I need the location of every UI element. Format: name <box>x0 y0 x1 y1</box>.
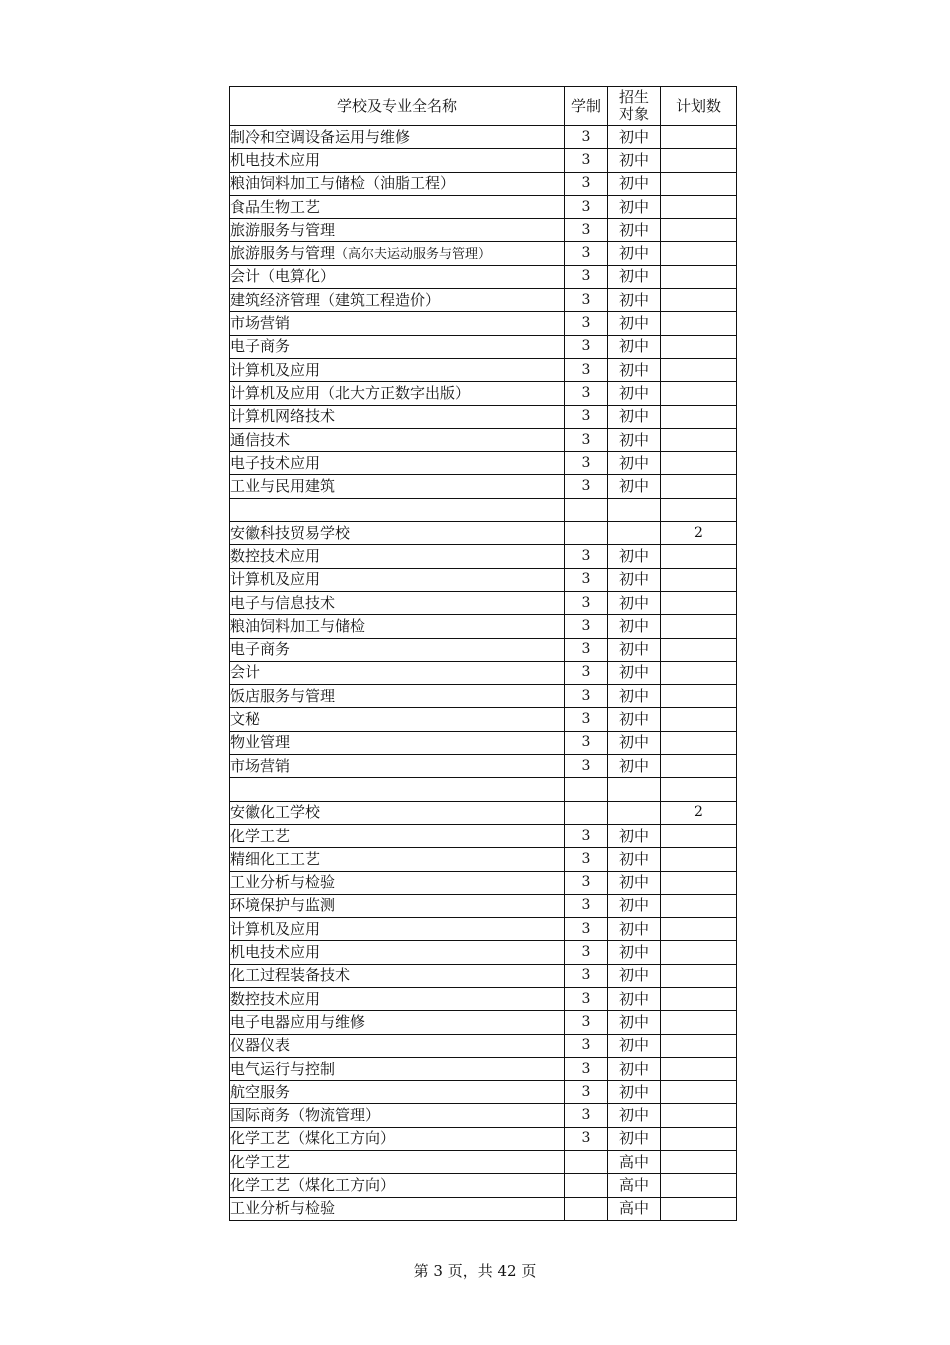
target-cell: 初中 <box>608 591 661 614</box>
years-cell: 3 <box>565 1127 608 1150</box>
table-row <box>230 731 737 754</box>
table-row <box>230 265 737 288</box>
years-cell: 3 <box>565 358 608 381</box>
major-name: 化学工艺 <box>230 1151 565 1174</box>
school-name: 安徽化工学校 <box>230 801 565 824</box>
major-name: 机电技术应用 <box>230 149 565 172</box>
major-name: 文秘 <box>230 708 565 731</box>
target-cell: 初中 <box>608 1011 661 1034</box>
table-row <box>230 1011 737 1034</box>
target-cell: 初中 <box>608 335 661 358</box>
table-row <box>230 755 737 778</box>
table-row <box>230 126 737 149</box>
plan-cell <box>661 615 737 638</box>
plan-cell <box>661 172 737 195</box>
years-cell: 3 <box>565 964 608 987</box>
years-cell: 3 <box>565 1034 608 1057</box>
major-name: 数控技术应用 <box>230 545 565 568</box>
years-cell: 3 <box>565 708 608 731</box>
table-row <box>230 824 737 847</box>
plan-cell <box>661 848 737 871</box>
target-cell: 初中 <box>608 289 661 312</box>
plan-cell <box>661 661 737 684</box>
plan-cell <box>661 335 737 358</box>
years-cell: 3 <box>565 685 608 708</box>
plan-cell <box>661 1011 737 1034</box>
target-cell: 初中 <box>608 894 661 917</box>
years-cell: 3 <box>565 871 608 894</box>
major-name: 电子与信息技术 <box>230 591 565 614</box>
years-cell: 3 <box>565 452 608 475</box>
table-row <box>230 987 737 1010</box>
years-cell: 3 <box>565 731 608 754</box>
table-row <box>230 149 737 172</box>
target-cell: 初中 <box>608 312 661 335</box>
target-cell <box>608 778 661 801</box>
target-cell: 初中 <box>608 871 661 894</box>
header-name: 学校及专业全名称 <box>230 87 565 126</box>
major-name: 电子技术应用 <box>230 452 565 475</box>
school-name: 安徽科技贸易学校 <box>230 522 565 545</box>
plan-cell <box>661 685 737 708</box>
years-cell: 3 <box>565 126 608 149</box>
plan-cell <box>661 289 737 312</box>
target-cell: 初中 <box>608 661 661 684</box>
years-cell: 3 <box>565 824 608 847</box>
target-cell: 初中 <box>608 568 661 591</box>
plan-cell <box>661 591 737 614</box>
years-cell: 3 <box>565 475 608 498</box>
plan-cell <box>661 824 737 847</box>
major-name <box>230 778 565 801</box>
major-name: 市场营销 <box>230 312 565 335</box>
major-name: 机电技术应用 <box>230 941 565 964</box>
table-row <box>230 708 737 731</box>
table-row <box>230 405 737 428</box>
plan-cell <box>661 1127 737 1150</box>
table-row <box>230 289 737 312</box>
plan-cell <box>661 778 737 801</box>
major-name: 化学工艺（煤化工方向） <box>230 1127 565 1150</box>
years-cell: 3 <box>565 149 608 172</box>
plan-cell <box>661 405 737 428</box>
years-cell: 3 <box>565 289 608 312</box>
target-cell: 初中 <box>608 405 661 428</box>
header-target <box>608 87 661 126</box>
major-name: 电子电器应用与维修 <box>230 1011 565 1034</box>
plan-cell <box>661 708 737 731</box>
table-row <box>230 219 737 242</box>
major-name: 粮油饲料加工与储检（油脂工程） <box>230 172 565 195</box>
table-row <box>230 475 737 498</box>
table-row <box>230 615 737 638</box>
target-cell: 初中 <box>608 126 661 149</box>
major-name: 数控技术应用 <box>230 987 565 1010</box>
table-row <box>230 918 737 941</box>
major-name: 航空服务 <box>230 1081 565 1104</box>
table-row <box>230 312 737 335</box>
plan-cell <box>661 1197 737 1220</box>
years-cell <box>565 1151 608 1174</box>
major-name-note: （高尔夫运动服务与管理） <box>335 246 492 262</box>
plan-cell <box>661 755 737 778</box>
target-cell: 初中 <box>608 824 661 847</box>
years-cell: 3 <box>565 568 608 591</box>
major-name: 饭店服务与管理 <box>230 685 565 708</box>
target-cell <box>608 801 661 824</box>
table-body <box>230 126 737 1221</box>
target-cell: 初中 <box>608 708 661 731</box>
plan-cell <box>661 918 737 941</box>
plan-cell <box>661 1034 737 1057</box>
plan-cell <box>661 126 737 149</box>
years-cell: 3 <box>565 172 608 195</box>
plan-cell <box>661 498 737 521</box>
major-name: 旅游服务与管理 <box>230 219 565 242</box>
major-name: 物业管理 <box>230 731 565 754</box>
years-cell: 3 <box>565 195 608 218</box>
table-row <box>230 964 737 987</box>
target-cell: 初中 <box>608 731 661 754</box>
years-cell: 3 <box>565 382 608 405</box>
plan-cell <box>661 1081 737 1104</box>
plan-cell <box>661 475 737 498</box>
school-row <box>230 522 737 545</box>
target-cell: 初中 <box>608 1081 661 1104</box>
years-cell: 3 <box>565 219 608 242</box>
target-cell: 初中 <box>608 1127 661 1150</box>
years-cell: 3 <box>565 335 608 358</box>
years-cell: 3 <box>565 615 608 638</box>
plan-cell <box>661 358 737 381</box>
table-row <box>230 894 737 917</box>
target-cell: 初中 <box>608 428 661 451</box>
years-cell <box>565 498 608 521</box>
table-header-row <box>230 87 737 126</box>
plan-cell <box>661 731 737 754</box>
major-name: 通信技术 <box>230 428 565 451</box>
plan-cell <box>661 382 737 405</box>
years-cell: 3 <box>565 848 608 871</box>
years-cell: 3 <box>565 405 608 428</box>
header-target-text: 招生 对象 <box>618 88 649 123</box>
plan-cell <box>661 195 737 218</box>
target-cell: 初中 <box>608 265 661 288</box>
target-cell <box>608 522 661 545</box>
major-name: 计算机及应用 <box>230 918 565 941</box>
years-cell: 3 <box>565 638 608 661</box>
table-row <box>230 848 737 871</box>
target-cell: 初中 <box>608 195 661 218</box>
plan-cell <box>661 149 737 172</box>
years-cell: 3 <box>565 545 608 568</box>
table-row <box>230 452 737 475</box>
plan-cell <box>661 1174 737 1197</box>
target-cell: 初中 <box>608 685 661 708</box>
target-cell: 初中 <box>608 475 661 498</box>
table-row <box>230 1034 737 1057</box>
years-cell <box>565 778 608 801</box>
target-cell: 初中 <box>608 615 661 638</box>
header-plan: 计划数 <box>661 87 737 126</box>
table-row <box>230 941 737 964</box>
years-cell: 3 <box>565 1057 608 1080</box>
major-name: 计算机网络技术 <box>230 405 565 428</box>
table-row <box>230 242 737 265</box>
table-row <box>230 638 737 661</box>
major-name: 计算机及应用 <box>230 358 565 381</box>
major-name: 会计（电算化） <box>230 265 565 288</box>
table-row <box>230 1081 737 1104</box>
header-years: 学制 <box>565 87 608 126</box>
table-row <box>230 1057 737 1080</box>
major-name: 制冷和空调设备运用与维修 <box>230 126 565 149</box>
target-cell: 初中 <box>608 545 661 568</box>
major-name <box>230 242 565 265</box>
target-cell: 初中 <box>608 1034 661 1057</box>
target-cell: 初中 <box>608 964 661 987</box>
plan-cell <box>661 545 737 568</box>
table-row <box>230 1197 737 1220</box>
plan-cell: 2 <box>661 801 737 824</box>
years-cell <box>565 522 608 545</box>
plan-cell <box>661 265 737 288</box>
years-cell: 3 <box>565 242 608 265</box>
major-name: 工业分析与检验 <box>230 1197 565 1220</box>
table-row <box>230 1104 737 1127</box>
blank-row <box>230 498 737 521</box>
years-cell: 3 <box>565 312 608 335</box>
plan-cell <box>661 1104 737 1127</box>
major-name: 精细化工工艺 <box>230 848 565 871</box>
years-cell: 3 <box>565 661 608 684</box>
target-cell: 初中 <box>608 242 661 265</box>
table-row <box>230 195 737 218</box>
target-cell: 初中 <box>608 358 661 381</box>
table-row <box>230 358 737 381</box>
major-name: 环境保护与监测 <box>230 894 565 917</box>
years-cell: 3 <box>565 987 608 1010</box>
plan-cell <box>661 219 737 242</box>
table-row <box>230 428 737 451</box>
target-cell: 初中 <box>608 172 661 195</box>
plan-cell <box>661 312 737 335</box>
target-cell: 高中 <box>608 1151 661 1174</box>
plan-cell <box>661 941 737 964</box>
major-name <box>230 498 565 521</box>
target-cell: 初中 <box>608 452 661 475</box>
plan-cell <box>661 871 737 894</box>
years-cell: 3 <box>565 894 608 917</box>
major-name: 工业与民用建筑 <box>230 475 565 498</box>
table-row <box>230 568 737 591</box>
major-name: 计算机及应用 <box>230 568 565 591</box>
target-cell: 初中 <box>608 987 661 1010</box>
major-name: 化学工艺 <box>230 824 565 847</box>
years-cell: 3 <box>565 591 608 614</box>
major-name: 电子商务 <box>230 638 565 661</box>
major-name: 粮油饲料加工与储检 <box>230 615 565 638</box>
table-row <box>230 545 737 568</box>
plan-cell <box>661 638 737 661</box>
major-name: 计算机及应用（北大方正数字出版） <box>230 382 565 405</box>
major-name-text: 旅游服务与管理 <box>230 243 336 262</box>
plan-cell <box>661 428 737 451</box>
major-name: 市场营销 <box>230 755 565 778</box>
target-cell: 初中 <box>608 848 661 871</box>
table-row <box>230 1127 737 1150</box>
years-cell <box>565 1197 608 1220</box>
major-name: 电子商务 <box>230 335 565 358</box>
blank-row <box>230 778 737 801</box>
years-cell <box>565 801 608 824</box>
table-row <box>230 871 737 894</box>
major-name: 电气运行与控制 <box>230 1057 565 1080</box>
target-cell: 高中 <box>608 1197 661 1220</box>
major-name: 国际商务（物流管理） <box>230 1104 565 1127</box>
table-row <box>230 172 737 195</box>
table-row <box>230 685 737 708</box>
years-cell: 3 <box>565 1011 608 1034</box>
years-cell: 3 <box>565 941 608 964</box>
years-cell: 3 <box>565 755 608 778</box>
plan-cell: 2 <box>661 522 737 545</box>
plan-cell <box>661 987 737 1010</box>
school-row <box>230 801 737 824</box>
target-cell: 高中 <box>608 1174 661 1197</box>
plan-cell <box>661 964 737 987</box>
plan-cell <box>661 568 737 591</box>
target-cell: 初中 <box>608 1104 661 1127</box>
target-cell: 初中 <box>608 149 661 172</box>
years-cell: 3 <box>565 918 608 941</box>
target-cell: 初中 <box>608 219 661 242</box>
table-row <box>230 1151 737 1174</box>
table-row <box>230 335 737 358</box>
table-row <box>230 591 737 614</box>
years-cell: 3 <box>565 265 608 288</box>
target-cell: 初中 <box>608 1057 661 1080</box>
table-row <box>230 1174 737 1197</box>
target-cell: 初中 <box>608 755 661 778</box>
major-name: 会计 <box>230 661 565 684</box>
years-cell: 3 <box>565 1104 608 1127</box>
years-cell <box>565 1174 608 1197</box>
target-cell: 初中 <box>608 638 661 661</box>
major-name: 化工过程装备技术 <box>230 964 565 987</box>
page-footer: 第 3 页，共 42 页 <box>413 1262 537 1280</box>
plan-cell <box>661 452 737 475</box>
major-name: 化学工艺（煤化工方向） <box>230 1174 565 1197</box>
major-name: 仪器仪表 <box>230 1034 565 1057</box>
table-row <box>230 382 737 405</box>
years-cell: 3 <box>565 428 608 451</box>
major-name: 工业分析与检验 <box>230 871 565 894</box>
years-cell: 3 <box>565 1081 608 1104</box>
plan-cell <box>661 1057 737 1080</box>
plan-cell <box>661 894 737 917</box>
plan-cell <box>661 1151 737 1174</box>
plan-cell <box>661 242 737 265</box>
major-name: 食品生物工艺 <box>230 195 565 218</box>
major-name: 建筑经济管理（建筑工程造价） <box>230 289 565 312</box>
enrollment-table <box>229 86 737 1221</box>
target-cell: 初中 <box>608 382 661 405</box>
target-cell: 初中 <box>608 918 661 941</box>
target-cell <box>608 498 661 521</box>
target-cell: 初中 <box>608 941 661 964</box>
table-row <box>230 661 737 684</box>
